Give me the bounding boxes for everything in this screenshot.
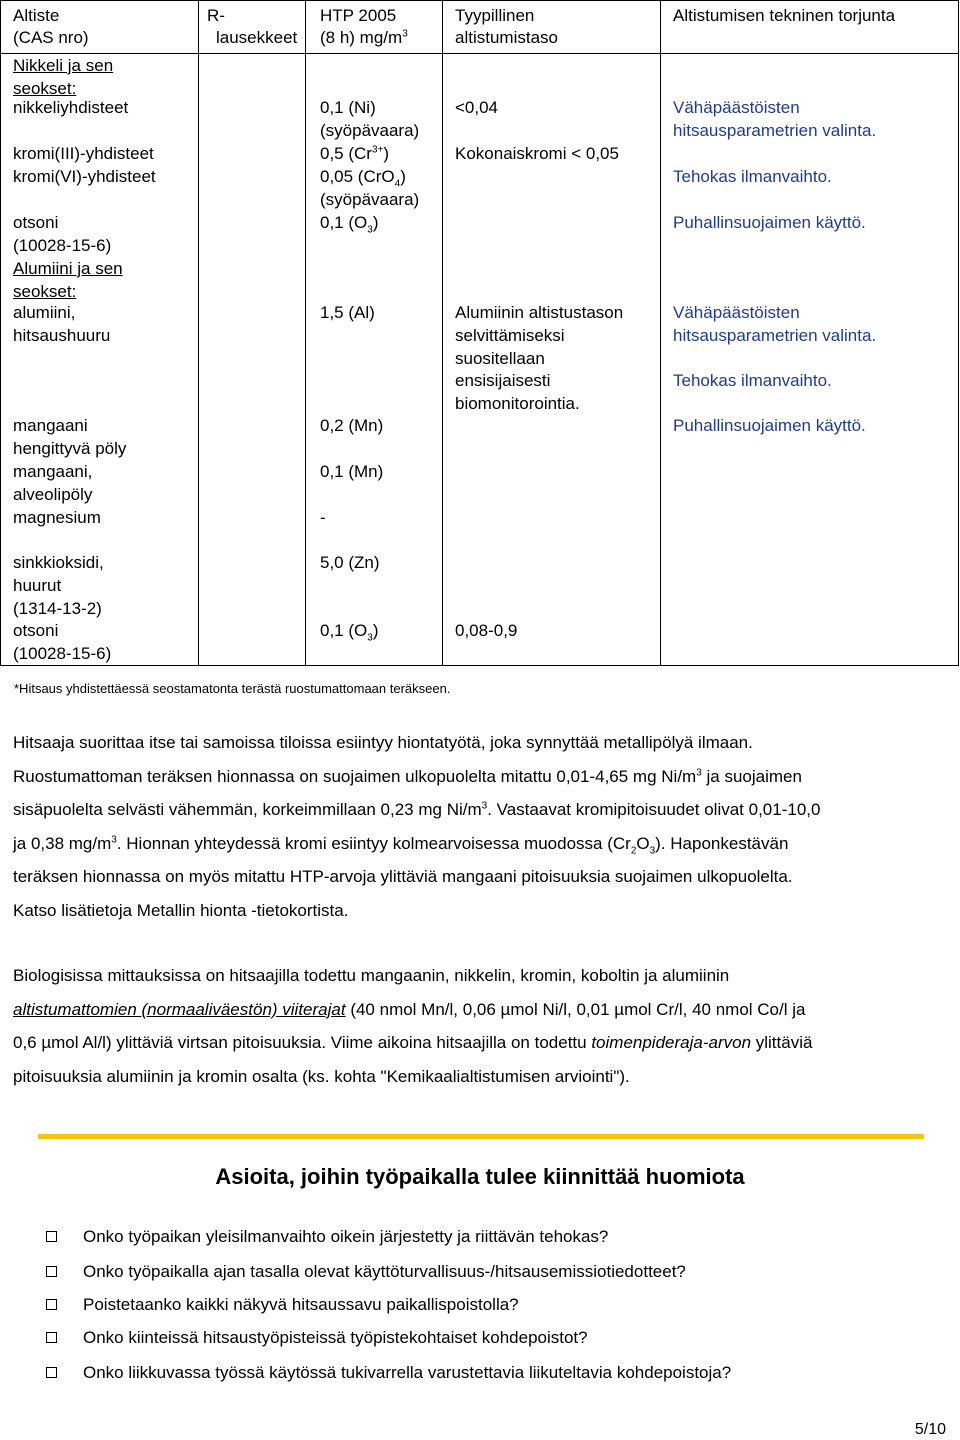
exposure-table [0,0,959,666]
htp-value: 0,1 (Ni) [320,98,376,117]
control-measure: Puhallinsuojaimen käyttö. [673,416,866,435]
text-sup: 3 [111,834,117,846]
text-run: Ruostumattoman teräksen hionnassa on suojaimen ulkopuolelta mitattu 0,01-4,65 mg Ni/m [13,767,697,786]
checklist-item [46,1227,609,1247]
agent-item: huurut [13,576,62,595]
text-run: sisäpuolelta selvästi vähemmän, korkeimmillaan 0,23 mg Ni/m [13,800,482,819]
agent-item: mangaani [13,416,88,435]
agent-item: nikkeliyhdisteet [13,98,129,117]
checkbox-icon [46,1332,57,1343]
htp-value-sup: 3+ [371,144,384,156]
paragraph-line: Katso lisätietoja Metallin hionta -tietokortista. [13,901,349,920]
text-run: . Hionnan yhteydessä kromi esiintyy kolmearvoisessa muodossa (Cr [116,834,631,853]
htp-value-part: ) [372,213,379,232]
checklist-item [46,1262,686,1282]
control-measure: Vähäpäästöisten [673,98,800,117]
htp-value: 5,0 (Zn) [320,553,380,572]
checkbox-icon [46,1266,57,1277]
checklist-item-label: Onko liikkuvassa työssä käytössä tukivarrella varustettavia liikuteltavia kohdepoistoja? [83,1363,732,1382]
agent-item: (10028-15-6) [13,644,112,663]
control-measure: hitsausparametrien valinta. [673,121,877,140]
typical-value: Kokonaiskromi < 0,05 [455,144,619,163]
htp-value-part: ) [372,621,379,640]
table-header-row [1,1,959,54]
text-run: (40 nmol Mn/l, 0,06 µmol Ni/l, 0,01 µmol Cr/l, 40 nmol Co/l ja [345,1000,806,1019]
paragraph-line [13,827,788,861]
htp-cell [306,54,443,666]
typical-value: ensisijaisesti [455,371,551,390]
text-sup: 3 [696,767,702,779]
text-run: ylittäviä [751,1033,813,1052]
agent-item: hitsaushuuru [13,326,111,345]
typical-cell [443,54,661,666]
table-body-row [1,54,959,666]
control-measure: Tehokas ilmanvaihto. [673,371,832,390]
text-run: ja suojaimen [701,767,802,786]
header-typical-line1: Tyypillinen [455,6,535,25]
header-r-line2: lausekkeet [216,28,298,47]
paragraph-line [13,1026,812,1060]
htp-value-sub: 3 [367,224,373,236]
header-htp-line1: HTP 2005 [320,6,397,25]
header-htp-unit: (8 h) mg/m [320,28,403,47]
htp-value: 0,1 (Mn) [320,462,384,481]
agent-item: otsoni [13,213,59,232]
control-measure: hitsausparametrien valinta. [673,326,877,345]
agent-item: alveolipöly [13,485,93,504]
htp-value [320,166,406,189]
header-control-text: Altistumisen tekninen torjunta [673,6,896,25]
text-sub: 2 [630,845,637,857]
agent-nickel-heading-2: seokset: [13,79,77,98]
htp-value [320,620,378,643]
control-measure: Vähäpäästöisten [673,303,800,322]
htp-value [320,143,389,166]
htp-value: (syöpävaara) [320,121,420,140]
agent-item: (10028-15-6) [13,236,112,255]
htp-value-part: ) [400,167,406,186]
agent-item: kromi(VI)-yhdisteet [13,167,156,186]
agent-aluminium-heading-2: seokset: [13,282,77,301]
header-r-line1: R- [207,6,225,25]
checklist-item [46,1295,519,1315]
header-htp-line2 [320,27,408,50]
htp-value-part: 0,05 (CrO [320,167,395,186]
checklist-item [46,1363,732,1383]
htp-value-part: 0,1 (O [320,213,368,232]
typical-value: Alumiinin altistustason [455,303,624,322]
typical-value: <0,04 [455,98,499,117]
agent-item: magnesium [13,508,101,527]
agent-item: hengittyvä pöly [13,439,127,458]
agent-item: kromi(III)-yhdisteet [13,144,154,163]
control-measure: Tehokas ilmanvaihto. [673,167,832,186]
htp-value: (syöpävaara) [320,190,420,209]
text-run: ja 0,38 mg/m [13,834,112,853]
agent-aluminium-heading: Alumiini ja sen [13,259,123,278]
header-htp-sup: 3 [402,28,408,40]
paragraph-line: teräksen hionnassa on myös mitattu HTP-arvoja ylittäviä mangaani pitoisuuksia suojaimen ulkopuolelta. [13,867,793,886]
table-footnote: *Hitsaus yhdistettäessä seostamatonta terästä ruostumattomaan teräkseen. [14,681,451,696]
checklist-item-label: Onko kiinteissä hitsaustyöpisteissä työpistekohtaiset kohdepoistot? [83,1328,588,1347]
paragraph-line: Hitsaaja suorittaa itse tai samoissa tiloissa esiintyy hiontatyötä, joka synnyttää metallipölyä ilmaan. [13,733,753,752]
paragraph-line: Biologisissa mittauksissa on hitsaajilla todettu mangaanin, nikkelin, kromin, koboltin ja alumiinin [13,966,730,985]
htp-value-part: 0,5 (Cr [320,144,372,163]
text-run: O [636,834,650,853]
htp-value: 1,5 (Al) [320,303,375,322]
reference-values-term: altistumattomien (normaaliväestön) viiterajat [13,1000,346,1019]
control-measure: Puhallinsuojaimen käyttö. [673,213,866,232]
htp-value-sub: 4 [394,178,401,190]
header-agent-line1: Altiste [13,6,60,25]
header-r-phrases [199,1,306,54]
htp-value-part: 0,1 (O [320,621,368,640]
typical-value: selvittämiseksi [455,326,565,345]
checkbox-icon [46,1367,57,1378]
agent-item: mangaani, [13,462,93,481]
checklist-item-label: Poistetaanko kaikki näkyvä hitsaussavu paikallispoistolla? [83,1295,519,1314]
checklist-item-label: Onko työpaikalla ajan tasalla olevat käyttöturvallisuus-/hitsausemissiotiedotteet? [83,1262,686,1281]
text-run: 0,6 µmol Al/l) ylittäviä virtsan pitoisuuksia. Viime aikoina hitsaajilla on todettu [13,1033,592,1052]
paragraph-line [13,793,820,827]
paragraph-line [13,993,805,1027]
r-phrases-cell [199,54,306,666]
agent-cell [1,54,199,666]
checklist-item [46,1328,588,1348]
control-cell [661,54,959,666]
agent-nickel-heading: Nikkeli ja sen [13,56,114,75]
agent-item: otsoni [13,621,59,640]
page-number: 5/10 [914,1421,946,1438]
text-run: ). Haponkestävän [655,834,789,853]
section-heading: Asioita, joihin työpaikalla tulee kiinnittää huomiota [215,1164,745,1189]
htp-value-part: ) [383,144,390,163]
agent-item: (1314-13-2) [13,599,102,618]
header-typical [443,1,661,54]
header-typical-line2: altistumistaso [455,28,558,47]
paragraph-line: pitoisuuksia alumiinin ja kromin osalta (ks. kohta "Kemikaalialtistumisen arviointi"). [13,1067,630,1086]
action-limit-term: toimenpideraja-arvon [591,1033,752,1052]
htp-value-sub: 3 [367,632,373,644]
checklist-item-label: Onko työpaikan yleisilmanvaihto oikein järjestetty ja riittävän tehokas? [83,1227,609,1246]
checkbox-icon [46,1299,57,1310]
typical-value: biomonitorointia. [455,394,580,413]
text-sup: 3 [481,800,488,812]
section-divider [38,1134,924,1139]
typical-value: suositellaan [455,349,545,368]
header-agent [1,1,199,54]
htp-value: 0,2 (Mn) [320,416,384,435]
typical-value: 0,08-0,9 [455,621,518,640]
htp-value: - [320,508,326,527]
agent-item: alumiini, [13,303,76,322]
text-run: . Vastaavat kromipitoisuudet olivat 0,01-10,0 [487,800,821,819]
header-htp [306,1,443,54]
checkbox-icon [46,1231,57,1242]
header-control [661,1,959,54]
paragraph-line [13,760,802,794]
text-sub: 3 [649,845,656,857]
header-agent-line2: (CAS nro) [13,28,89,47]
agent-item: sinkkioksidi, [13,553,104,572]
htp-value [320,212,378,235]
